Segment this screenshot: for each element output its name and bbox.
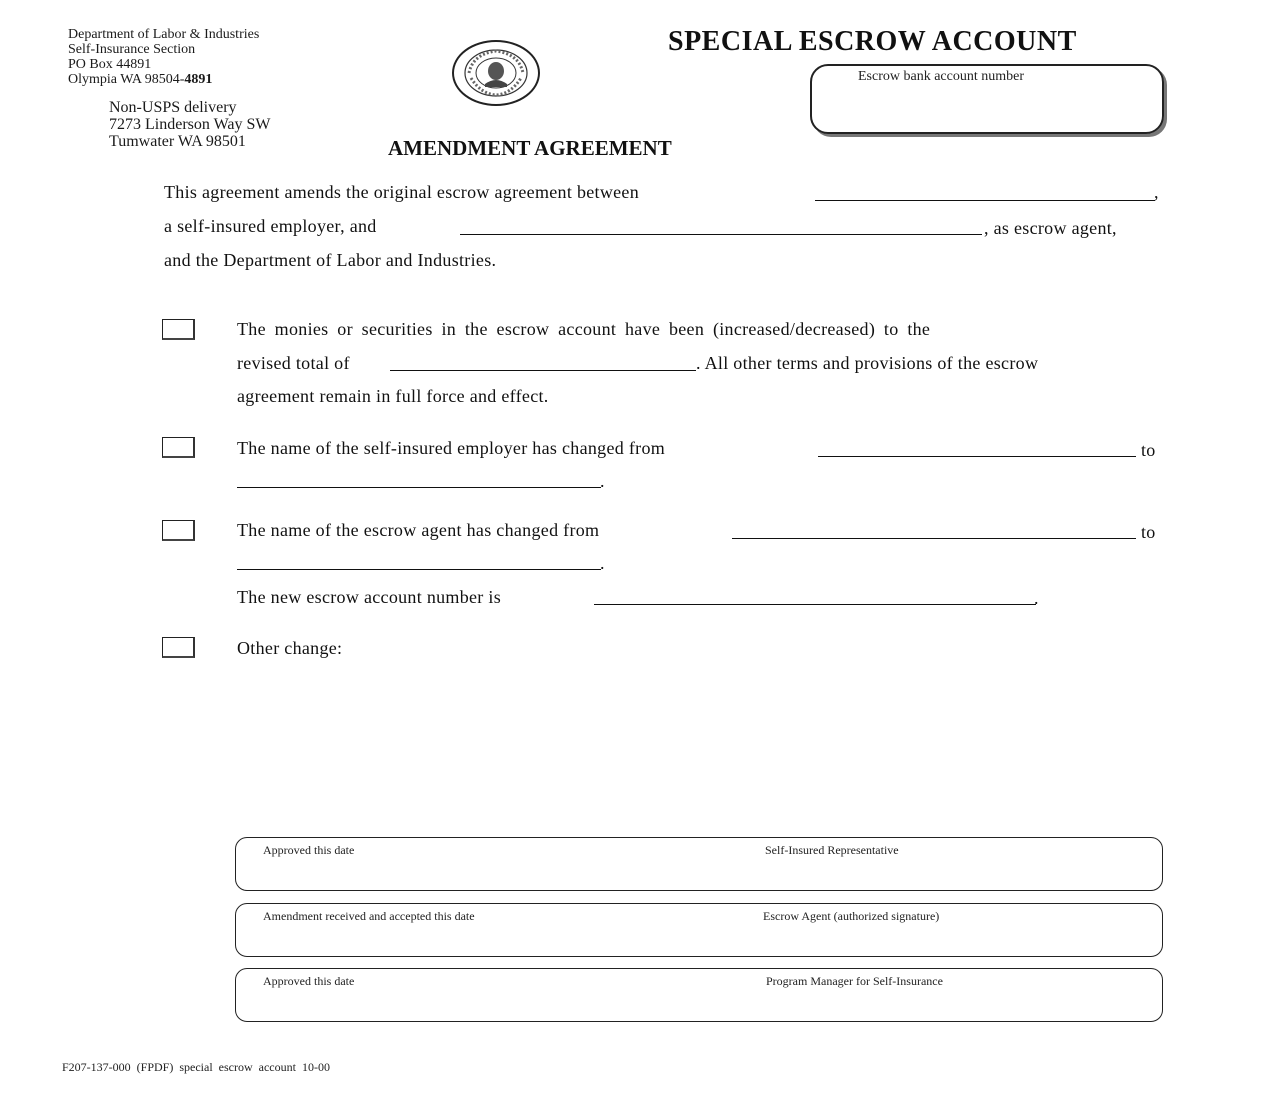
mailing-address xyxy=(68,27,259,87)
employer-period: . xyxy=(600,471,605,491)
agent-name-changed-checkbox[interactable] xyxy=(162,520,195,541)
agent-period: . xyxy=(600,553,605,573)
intro-text-end: , as escrow agent, xyxy=(984,218,1117,238)
other-change-checkbox[interactable] xyxy=(162,637,195,658)
account-period: . xyxy=(1034,588,1039,608)
revised-total-blank[interactable] xyxy=(390,370,696,371)
employer-name-changed-checkbox[interactable] xyxy=(162,437,195,458)
signature-left-label: Approved this date xyxy=(263,974,355,988)
monies-line-2-end: . All other terms and provisions of the escrow xyxy=(696,353,1039,373)
intro-line-1 xyxy=(164,182,639,203)
form-title: SPECIAL ESCROW ACCOUNT xyxy=(668,26,1077,57)
address-city-line xyxy=(68,72,259,87)
state-seal-icon xyxy=(452,40,540,106)
old-employer-name-blank[interactable] xyxy=(818,456,1136,457)
monies-line-1: The monies or securities in the escrow account have been (increased/decreased) to the xyxy=(237,319,931,339)
escrow-agent-blank[interactable] xyxy=(460,234,982,235)
agent-to-text: to xyxy=(1141,522,1156,542)
intro-comma: , xyxy=(1154,182,1159,202)
delivery-address xyxy=(109,99,271,150)
escrow-account-number-label: Escrow bank account number xyxy=(858,69,1024,84)
signature-right-label: Self-Insured Representative xyxy=(765,843,899,857)
signature-right-label: Program Manager for Self-Insurance xyxy=(766,974,943,988)
new-agent-name-blank[interactable] xyxy=(237,569,601,570)
escrow-account-number-field[interactable] xyxy=(810,64,1164,134)
signature-row-2[interactable] xyxy=(235,903,1163,957)
intro-line-3: and the Department of Labor and Industries. xyxy=(164,250,497,270)
monies-changed-checkbox[interactable] xyxy=(162,319,195,340)
signature-left-label: Approved this date xyxy=(263,843,355,857)
delivery-line: Non-USPS delivery xyxy=(109,99,237,116)
employer-to-text: to xyxy=(1141,440,1156,460)
signature-left-label: Amendment received and accepted this date xyxy=(263,909,475,923)
intro-text: a self-insured employer, and xyxy=(164,216,377,236)
new-account-number-text: The new escrow account number is xyxy=(237,587,502,607)
delivery-line: Tumwater WA 98501 xyxy=(109,133,246,150)
signature-row-3[interactable] xyxy=(235,968,1163,1022)
monies-line-2-start: revised total of xyxy=(237,353,350,373)
employer-name-blank[interactable] xyxy=(815,200,1155,201)
employer-change-text: The name of the self-insured employer has changed from xyxy=(237,438,666,458)
address-line: PO Box 44891 xyxy=(68,57,152,72)
new-employer-name-blank[interactable] xyxy=(237,487,601,488)
address-line: Self-Insurance Section xyxy=(68,42,196,57)
old-agent-name-blank[interactable] xyxy=(732,538,1136,539)
form-subtitle: AMENDMENT AGREEMENT xyxy=(388,136,672,160)
signature-row-1[interactable] xyxy=(235,837,1163,891)
other-change-label: Other change: xyxy=(237,638,343,658)
monies-line-3: agreement remain in full force and effect. xyxy=(237,386,549,406)
intro-text: This agreement amends the original escrow agreement between xyxy=(164,182,640,202)
signature-right-label: Escrow Agent (authorized signature) xyxy=(763,909,940,923)
delivery-line: 7273 Linderson Way SW xyxy=(109,116,271,133)
address-zip4: 4891 xyxy=(184,72,213,87)
agent-change-text: The name of the escrow agent has changed from xyxy=(237,520,600,540)
address-line: Department of Labor & Industries xyxy=(68,27,260,42)
form-footer: F207-137-000 (FPDF) special escrow account 10-00 xyxy=(62,1060,330,1074)
intro-line-2 xyxy=(164,216,377,237)
address-city: Olympia WA 98504- xyxy=(68,72,185,87)
new-account-number-blank[interactable] xyxy=(594,604,1036,605)
